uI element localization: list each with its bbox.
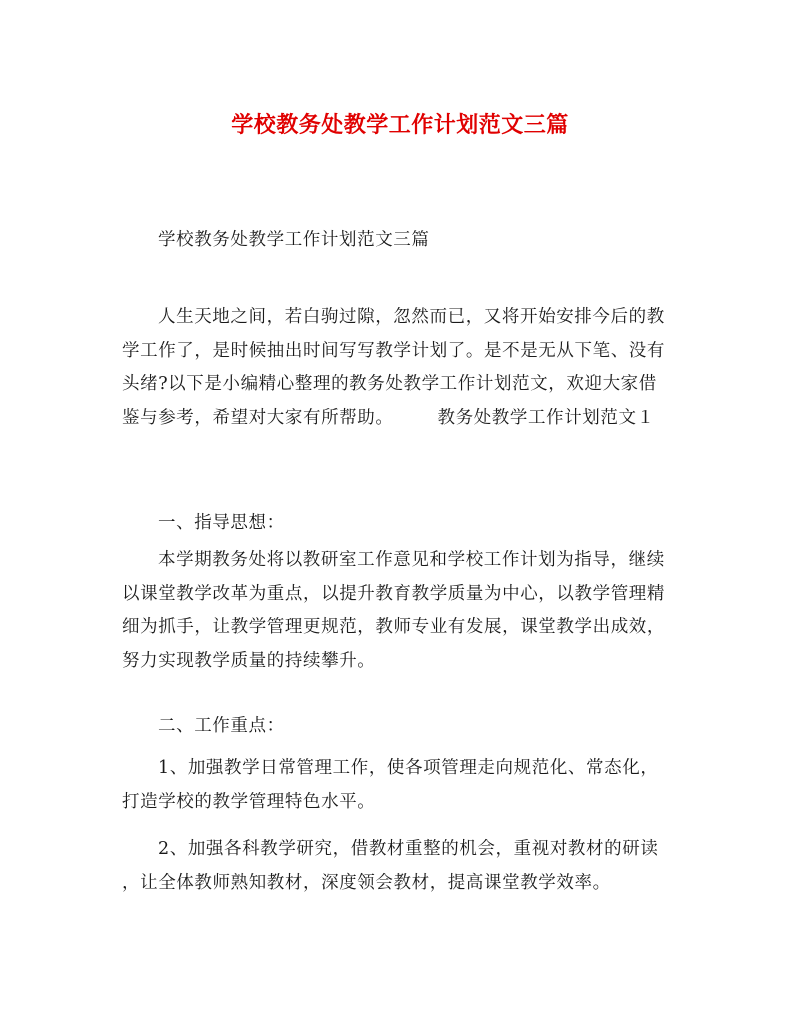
paragraph-line: 努力实现教学质量的持续攀升。 — [122, 650, 376, 671]
paragraph-line — [122, 402, 682, 436]
section-heading: 一、指导思想： — [158, 513, 285, 533]
paragraph-line: 学工作了，是时候抽出时间写写教学计划了。是不是无从下笔、没有 — [122, 340, 665, 361]
list-item-line: ，让全体教师熟知教材，深度领会教材，提高课堂教学效率。 — [122, 872, 611, 893]
paragraph-line: 以课堂教学改革为重点，以提升教育教学质量为中心，以教学管理精 — [122, 583, 665, 604]
guiding-ideology-paragraph — [122, 544, 682, 678]
section-guiding-ideology — [122, 507, 682, 541]
paragraph-line: 本学期教务处将以教研室工作意见和学校工作计划为指导，继续 — [158, 550, 665, 570]
subtitle-text: 学校教务处教学工作计划范文三篇 — [158, 230, 430, 250]
paragraph-line: 头绪?以下是小编精心整理的教务处教学工作计划范文，欢迎大家借 — [122, 374, 657, 394]
paragraph-line: 细为抓手，让教学管理更规范，教师专业有发展，课堂教学出成效， — [122, 617, 665, 637]
paragraph-line-part: 鉴与参考，希望对大家有所帮助。 — [122, 407, 394, 428]
list-item-line: 2、加强各科教学研究，借教材重整的机会，重视对教材的研读 — [158, 839, 659, 859]
intro-paragraph — [122, 301, 682, 435]
document-subtitle — [122, 224, 682, 258]
paragraph-line: 人生天地之间，若白驹过隙，忽然而已，又将开始安排今后的教 — [158, 307, 665, 327]
section-work-focus — [122, 710, 682, 744]
list-item-line: 打造学校的教学管理特色水平。 — [122, 791, 376, 812]
list-item-line: 1、加强教学日常管理工作，使各项管理走向规范化、常态化， — [158, 758, 659, 778]
document-title: 学校教务处教学工作计划范文三篇 — [231, 112, 569, 138]
section-heading: 二、工作重点： — [158, 716, 285, 736]
work-focus-item-1 — [122, 752, 682, 819]
paragraph-line-part: 教务处教学工作计划范文１ — [437, 407, 655, 428]
work-focus-item-2 — [122, 833, 682, 900]
